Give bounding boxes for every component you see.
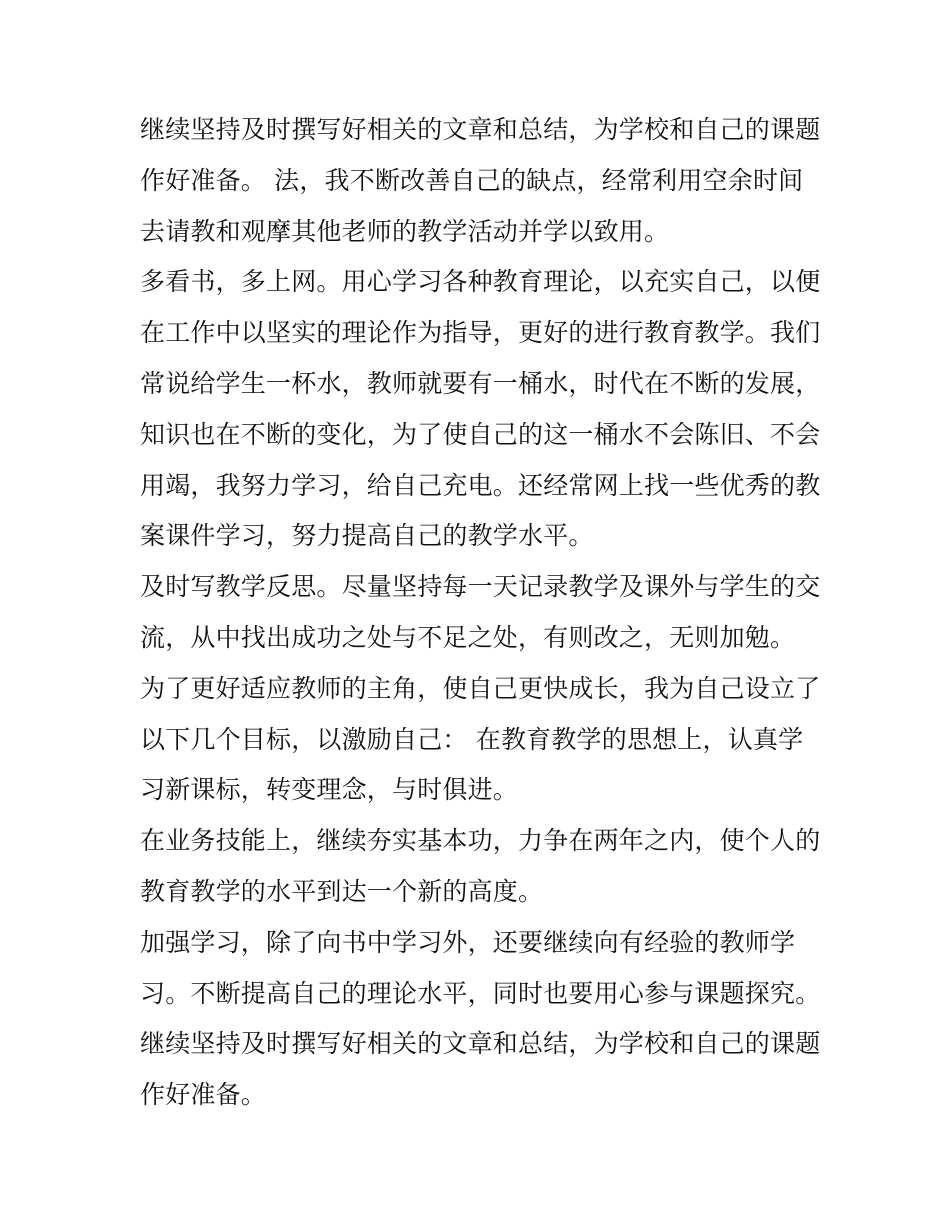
paragraph-line: 作好准备。 法，我不断改善自己的缺点，经常利用空余时间: [140, 165, 804, 195]
paragraph-line: 习。不断提高自己的理论水平，同时也要用心参与课题探究。: [140, 978, 821, 1008]
paragraph-line: 在工作中以坚实的理论作为指导，更好的进行教育教学。我们: [140, 318, 821, 348]
paragraph-line: 习新课标，转变理念，与时俱进。: [140, 775, 519, 805]
paragraph-line: 常说给学生一杯水，教师就要有一桶水，时代在不断的发展，: [140, 368, 821, 398]
paragraph-7: [140, 1019, 820, 1121]
paragraph-3: [140, 562, 820, 664]
paragraph-line: 在业务技能上，继续夯实基本功，力争在两年之内，使个人的: [140, 826, 821, 856]
paragraph-line: 知识也在不断的变化，为了使自己的这一桶水不会陈旧、不会: [140, 419, 821, 449]
paragraph-line: 教育教学的水平到达一个新的高度。: [140, 876, 544, 906]
paragraph-line: 加强学习，除了向书中学习外，还要继续向有经验的教师学: [140, 927, 796, 957]
paragraph-line: 继续坚持及时撰写好相关的文章和总结，为学校和自己的课题: [140, 115, 821, 144]
paragraph-line: 继续坚持及时撰写好相关的文章和总结，为学校和自己的课题: [140, 1029, 821, 1059]
paragraph-4: [140, 664, 820, 816]
document-body: [140, 105, 820, 1121]
paragraph-5: [140, 816, 820, 918]
paragraph-line: 流，从中找出成功之处与不足之处，有则改之，无则加勉。: [140, 622, 796, 652]
paragraph-line: 为了更好适应教师的主角，使自己更快成长，我为自己设立了: [140, 673, 821, 703]
paragraph-6: [140, 918, 820, 1020]
paragraph-2: [140, 257, 820, 562]
paragraph-line: 及时写教学反思。尽量坚持每一天记录教学及课外与学生的交: [140, 572, 821, 602]
paragraph-line: 以下几个目标，以激励自己： 在教育教学的思想上，认真学: [140, 724, 804, 754]
paragraph-1: [140, 105, 820, 257]
paragraph-line: 案课件学习，努力提高自己的教学水平。: [140, 521, 594, 551]
paragraph-line: 作好准备。: [140, 1080, 267, 1110]
paragraph-line: 用竭，我努力学习，给自己充电。还经常网上找一些优秀的教: [140, 470, 821, 500]
paragraph-line: 多看书，多上网。用心学习各种教育理论，以充实自己，以便: [140, 267, 821, 297]
paragraph-line: 去请教和观摩其他老师的教学活动并学以致用。: [140, 216, 670, 246]
